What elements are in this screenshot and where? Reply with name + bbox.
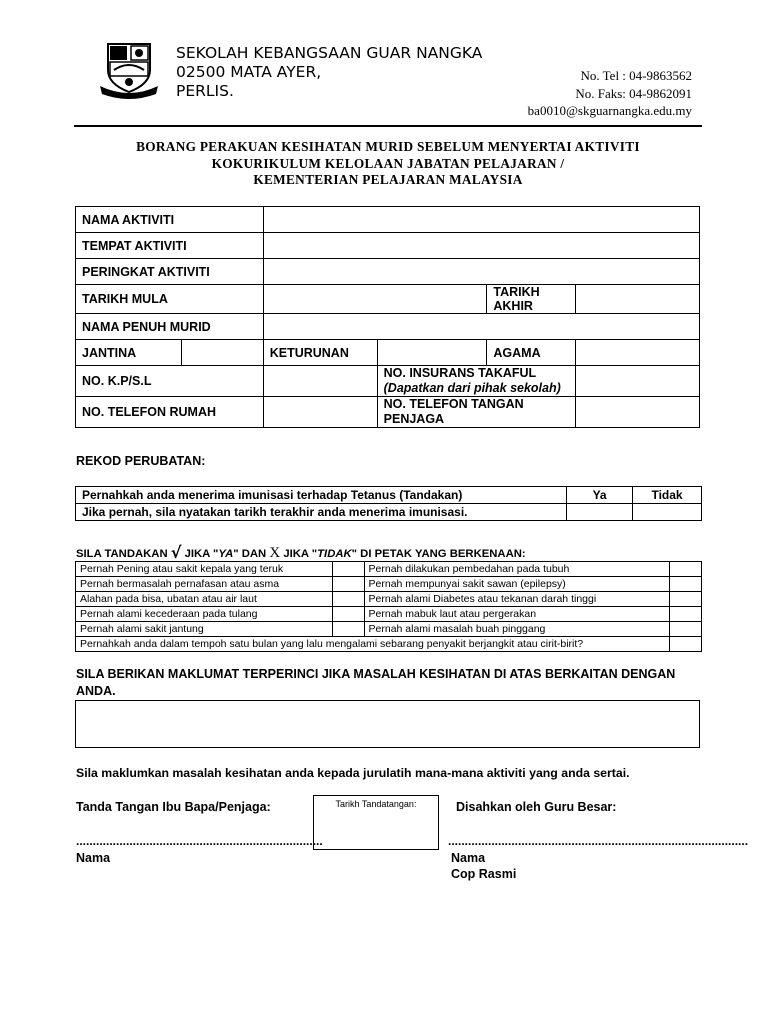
condition-label: Pernah alami Diabetes atau tekanan darah tinggi — [364, 592, 670, 607]
condition-label: Pernah mabuk laut atau pergerakan — [364, 607, 670, 622]
table-row — [76, 637, 702, 652]
label-no-insurans — [377, 366, 576, 397]
condition-checkbox[interactable] — [670, 607, 702, 622]
input-no-telefon-rumah[interactable] — [263, 397, 377, 428]
condition-label: Pernah alami sakit jantung — [76, 622, 333, 637]
input-no-insurans[interactable] — [576, 366, 700, 397]
table-row — [76, 607, 702, 622]
condition-checkbox[interactable] — [670, 592, 702, 607]
input-nama-penuh[interactable] — [263, 314, 699, 340]
official-stamp-label: Cop Rasmi — [451, 867, 517, 881]
tick-instruction — [76, 543, 526, 562]
parent-signature-label: Tanda Tangan Ibu Bapa/Penjaga: — [76, 800, 271, 814]
head-approval-label: Disahkan oleh Guru Besar: — [456, 800, 617, 814]
instruction-text: " DAN — [233, 548, 270, 560]
condition-checkbox[interactable] — [332, 562, 364, 577]
head-name-block — [451, 850, 516, 882]
health-details-textarea[interactable] — [75, 700, 700, 748]
health-conditions-table — [75, 561, 702, 652]
instruction-text: " DI PETAK YANG BERKENAAN: — [351, 548, 526, 560]
details-request: SILA BERIKAN MAKLUMAT TERPERINCI JIKA MASALAH KESIHATAN DI ATAS BERKAITAN DENGAN ANDA. — [76, 667, 676, 698]
condition-checkbox[interactable] — [670, 637, 702, 652]
condition-checkbox[interactable] — [670, 622, 702, 637]
fax-number: No. Faks: 04-9862091 — [575, 85, 692, 101]
input-agama[interactable] — [576, 340, 700, 366]
condition-label: Alahan pada bisa, ubatan atau air laut — [76, 592, 333, 607]
label-jantina: JANTINA — [76, 340, 182, 366]
label-no-telefon-penjaga: NO. TELEFON TANGAN PENJAGA — [377, 397, 576, 428]
instruction-tidak: TIDAK — [317, 548, 352, 560]
label-tarikh-mula: TARIKH MULA — [76, 285, 264, 314]
condition-label: Pernah dilakukan pembedahan pada tubuh — [364, 562, 670, 577]
label-nama-aktiviti: NAMA AKTIVITI — [76, 207, 264, 233]
head-signature-line[interactable]: .......................................................................................... — [448, 834, 749, 848]
coach-notice: Sila maklumkan masalah kesihatan anda kepada jurulatih mana-mana aktiviti yang anda sertai. — [76, 766, 630, 780]
table-row — [76, 562, 702, 577]
input-no-telefon-penjaga[interactable] — [576, 397, 700, 428]
input-tempat-aktiviti[interactable] — [263, 233, 699, 259]
table-row — [76, 340, 700, 366]
school-address — [176, 44, 482, 101]
condition-checkbox[interactable] — [332, 607, 364, 622]
table-row — [76, 397, 700, 428]
input-jantina[interactable] — [181, 340, 263, 366]
table-row — [76, 259, 700, 285]
instruction-text: JIKA " — [181, 548, 219, 560]
condition-label: Pernah alami masalah buah pinggang — [364, 622, 670, 637]
input-no-kp[interactable] — [263, 366, 377, 397]
table-row — [76, 207, 700, 233]
label-nama-penuh: NAMA PENUH MURID — [76, 314, 264, 340]
input-tarikh-mula[interactable] — [263, 285, 487, 314]
ya-header: Ya — [567, 487, 633, 504]
parent-name-label: Nama — [76, 851, 111, 865]
condition-label: Pernahkah anda dalam tempoh satu bulan yang lalu mengalami sebarang penyakit berjangkit atau cirit-birit? — [76, 637, 670, 652]
form-title-line-2: KOKURIKULUM KELOLAAN JABATAN PELAJARAN / — [211, 155, 565, 171]
ya-checkbox[interactable] — [567, 504, 633, 521]
condition-checkbox[interactable] — [332, 577, 364, 592]
label-no-kp: NO. K.P/S.L — [76, 366, 264, 397]
condition-checkbox[interactable] — [670, 562, 702, 577]
input-keturunan[interactable] — [377, 340, 487, 366]
condition-label: Pernah mempunyai sakit sawan (epilepsy) — [364, 577, 670, 592]
instruction-text: JIKA " — [280, 548, 318, 560]
parent-signature-line[interactable]: .......................................................................... — [76, 834, 323, 848]
cross-icon: X — [269, 545, 281, 561]
input-nama-aktiviti[interactable] — [263, 207, 699, 233]
address-line-2: PERLIS. — [176, 82, 234, 100]
tidak-header: Tidak — [633, 487, 702, 504]
no-insurans-note: (Dapatkan dari pihak sekolah) — [383, 381, 561, 395]
medical-record-heading: REKOD PERUBATAN: — [76, 454, 206, 468]
condition-label: Pernah Pening atau sakit kepala yang teruk — [76, 562, 333, 577]
input-tarikh-akhir[interactable] — [576, 285, 700, 314]
no-insurans-label: NO. INSURANS TAKAFUL — [383, 366, 537, 380]
label-tarikh-akhir: TARIKH AKHIR — [487, 285, 576, 314]
table-row — [76, 504, 702, 521]
table-row — [76, 592, 702, 607]
school-name: SEKOLAH KEBANGSAAN GUAR NANGKA — [176, 44, 483, 62]
label-no-telefon-rumah: NO. TELEFON RUMAH — [76, 397, 264, 428]
signature-date-label: Tarikh Tandatangan: — [335, 799, 417, 809]
address-line-1: 02500 MATA AYER, — [176, 63, 322, 81]
header-divider — [74, 125, 702, 127]
table-row — [76, 366, 700, 397]
instruction-text: SILA TANDAKAN — [76, 548, 171, 560]
condition-checkbox[interactable] — [670, 577, 702, 592]
condition-label: Pernah alami kecederaan pada tulang — [76, 607, 333, 622]
table-row — [76, 285, 700, 314]
label-agama: AGAMA — [487, 340, 576, 366]
check-icon: √ — [170, 543, 182, 562]
school-crest-logo — [98, 40, 160, 102]
head-name-label: Nama — [451, 851, 486, 865]
contact-info — [496, 67, 692, 120]
label-keturunan: KETURUNAN — [263, 340, 377, 366]
label-peringkat-aktiviti: PERINGKAT AKTIVITI — [76, 259, 264, 285]
table-row — [76, 622, 702, 637]
table-row — [76, 487, 702, 504]
form-title — [74, 139, 702, 189]
form-title-line-3: KEMENTERIAN PELAJARAN MALAYSIA — [253, 172, 523, 187]
immunisation-date-question: Jika pernah, sila nyatakan tarikh terakhir anda menerima imunisasi. — [76, 504, 567, 521]
condition-checkbox[interactable] — [332, 592, 364, 607]
condition-checkbox[interactable] — [332, 622, 364, 637]
table-row — [76, 314, 700, 340]
tidak-checkbox[interactable] — [633, 504, 702, 521]
instruction-ya: YA — [218, 548, 234, 560]
table-row — [76, 233, 700, 259]
phone-number: No. Tel : 04-9863562 — [580, 68, 692, 83]
immunisation-question: Pernahkah anda menerima imunisasi terhadap Tetanus (Tandakan) — [76, 487, 567, 504]
signature-date-box[interactable] — [313, 795, 439, 850]
input-peringkat-aktiviti[interactable] — [263, 259, 699, 285]
condition-label: Pernah bermasalah pernafasan atau asma — [76, 577, 333, 592]
table-row — [76, 577, 702, 592]
label-tempat-aktiviti: TEMPAT AKTIVITI — [76, 233, 264, 259]
email-address: ba0010@skguarnangka.edu.my — [527, 103, 692, 118]
immunisation-table — [75, 486, 702, 521]
form-title-line-1: BORANG PERAKUAN KESIHATAN MURID SEBELUM MENYERTAI AKTIVITI — [136, 139, 640, 154]
student-details-table — [75, 206, 700, 428]
